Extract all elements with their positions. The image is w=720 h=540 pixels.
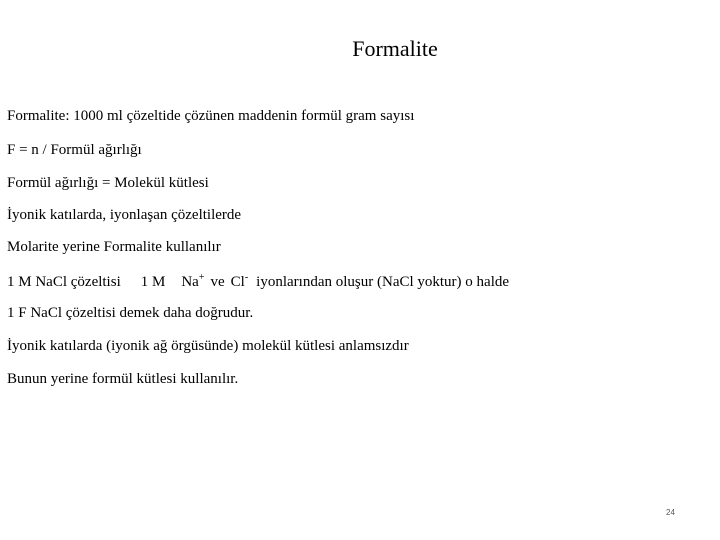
text-line-molarity-instead: Molarite yerine Formalite kullanılır: [7, 239, 221, 255]
text-line-formula-weight: Formül ağırlığı = Molekül kütlesi: [7, 175, 209, 191]
text-line-one-formal: 1 F NaCl çözeltisi demek daha doğrudur.: [7, 305, 254, 321]
and-word: ve: [210, 274, 225, 290]
text-line-formula-mass-used: Bunun yerine formül kütlesi kullanılır.: [7, 371, 239, 387]
one-molar-text: 1 M: [140, 274, 166, 290]
slide-title: Formalite: [352, 36, 438, 61]
ions-conclusion-text: iyonlarından oluşur (NaCl yoktur) o halde: [256, 274, 510, 290]
chloride-ion: Cl-: [230, 272, 249, 290]
nacl-solution-text: 1 M NaCl çözeltisi: [7, 274, 121, 290]
page-number: 24: [666, 508, 675, 517]
text-line-nacl-example: [7, 272, 509, 291]
sodium-ion: Na+: [181, 272, 205, 290]
text-line-lattice-meaningless: İyonik katılarda (iyonik ağ örgüsünde) molekül kütlesi anlamsızdır: [7, 338, 409, 354]
text-line-formula: F = n / Formül ağırlığı: [7, 142, 142, 158]
text-line-ionic-solids: İyonik katılarda, iyonlaşan çözeltilerde: [7, 207, 242, 223]
text-line-formalite-definition: Formalite: 1000 ml çözeltide çözünen maddenin formül gram sayısı: [7, 108, 415, 124]
